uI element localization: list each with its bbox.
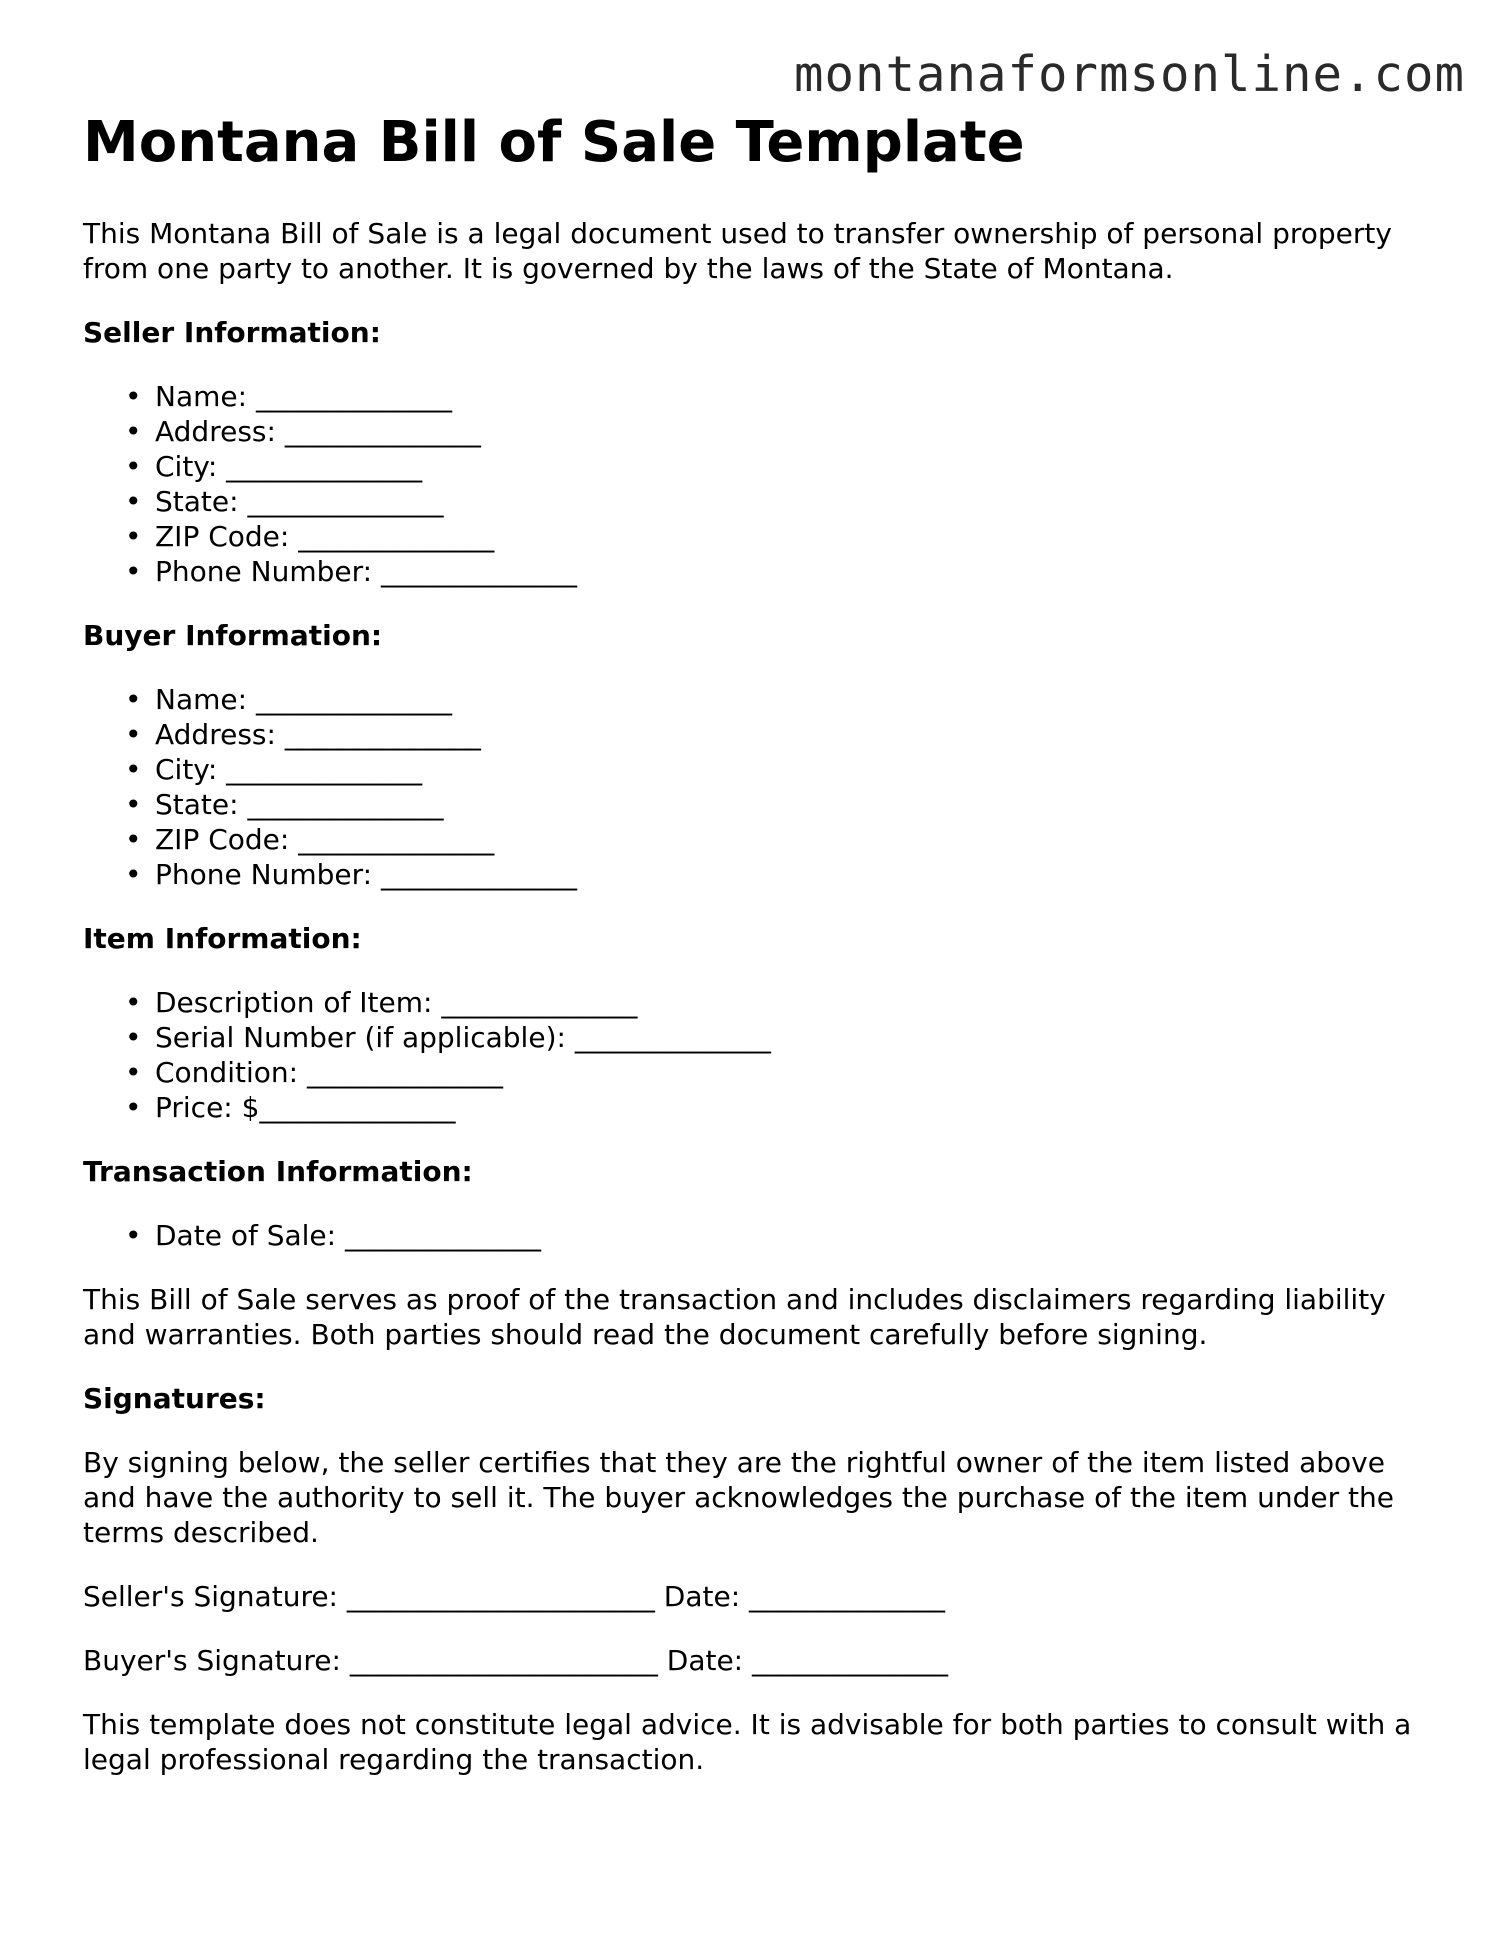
seller-signature-line: Seller's Signature: ______________________ Date: ______________ — [83, 1580, 946, 1613]
bullet-icon: • — [125, 1021, 142, 1054]
field-label: City: ______________ — [155, 450, 423, 483]
field-label: Price: $______________ — [155, 1091, 456, 1124]
signatures-paragraph: By signing below, the seller certifies that they are the rightful owner of the item listed above and have the authority to sell it. The buyer acknowledges the purchase of the item under the terms described. — [83, 1446, 1394, 1549]
seller-list — [83, 379, 1423, 589]
proof-paragraph: This Bill of Sale serves as proof of the transaction and includes disclaimers regarding liability and warranties. Both parties should read the document carefully before signing. — [83, 1283, 1386, 1351]
disclaimer-paragraph: This template does not constitute legal advice. It is advisable for both parties to consult with a legal professional regarding the transaction. — [83, 1708, 1412, 1776]
bullet-icon: • — [125, 520, 142, 553]
bullet-icon: • — [125, 858, 142, 891]
bullet-icon: • — [125, 450, 142, 483]
transaction-heading: Transaction Information: — [83, 1155, 473, 1188]
list-item — [125, 554, 1423, 589]
list-item — [125, 822, 1423, 857]
bullet-icon: • — [125, 1056, 142, 1089]
field-label: City: ______________ — [155, 753, 423, 786]
list-item — [125, 519, 1423, 554]
field-label: Serial Number (if applicable): ______________ — [155, 1021, 771, 1054]
bullet-icon: • — [125, 555, 142, 588]
item-heading: Item Information: — [83, 922, 362, 955]
field-label: Phone Number: ______________ — [155, 555, 577, 588]
field-label: State: ______________ — [155, 485, 444, 518]
field-label: ZIP Code: ______________ — [155, 823, 495, 856]
site-watermark: montanaformsonline.com — [793, 46, 1465, 103]
field-label: Name: ______________ — [155, 683, 452, 716]
bullet-icon: • — [125, 415, 142, 448]
buyer-signature-line: Buyer's Signature: ______________________ Date: ______________ — [83, 1644, 949, 1677]
field-label: Phone Number: ______________ — [155, 858, 577, 891]
list-item — [125, 484, 1423, 519]
bullet-icon: • — [125, 1091, 142, 1124]
buyer-list — [83, 682, 1423, 892]
bullet-icon: • — [125, 753, 142, 786]
bullet-icon: • — [125, 380, 142, 413]
bullet-icon: • — [125, 718, 142, 751]
list-item — [125, 449, 1423, 484]
bullet-icon: • — [125, 986, 142, 1019]
signatures-heading: Signatures: — [83, 1382, 266, 1415]
list-item — [125, 414, 1423, 449]
list-item — [125, 1218, 1423, 1253]
buyer-heading: Buyer Information: — [83, 619, 383, 652]
list-item — [125, 379, 1423, 414]
bullet-icon: • — [125, 823, 142, 856]
field-label: Description of Item: ______________ — [155, 986, 638, 1019]
field-label: Name: ______________ — [155, 380, 452, 413]
list-item — [125, 985, 1423, 1020]
bullet-icon: • — [125, 788, 142, 821]
bullet-icon: • — [125, 485, 142, 518]
transaction-list — [83, 1218, 1423, 1253]
page-title: Montana Bill of Sale Template — [83, 110, 1025, 175]
bullet-icon: • — [125, 683, 142, 716]
list-item — [125, 717, 1423, 752]
bullet-icon: • — [125, 1219, 142, 1252]
list-item — [125, 787, 1423, 822]
list-item — [125, 1055, 1423, 1090]
field-label: Address: ______________ — [155, 718, 481, 751]
list-item — [125, 857, 1423, 892]
field-label: ZIP Code: ______________ — [155, 520, 495, 553]
list-item — [125, 1020, 1423, 1055]
item-list — [83, 985, 1423, 1125]
field-label: Condition: ______________ — [155, 1056, 503, 1089]
list-item — [125, 682, 1423, 717]
field-label: State: ______________ — [155, 788, 444, 821]
intro-paragraph: This Montana Bill of Sale is a legal document used to transfer ownership of personal property from one party to another. It is governed by the laws of the State of Montana. — [83, 217, 1392, 285]
list-item — [125, 752, 1423, 787]
field-label: Date of Sale: ______________ — [155, 1219, 541, 1252]
list-item — [125, 1090, 1423, 1125]
seller-heading: Seller Information: — [83, 316, 381, 349]
field-label: Address: ______________ — [155, 415, 481, 448]
document-body — [83, 110, 1423, 1806]
